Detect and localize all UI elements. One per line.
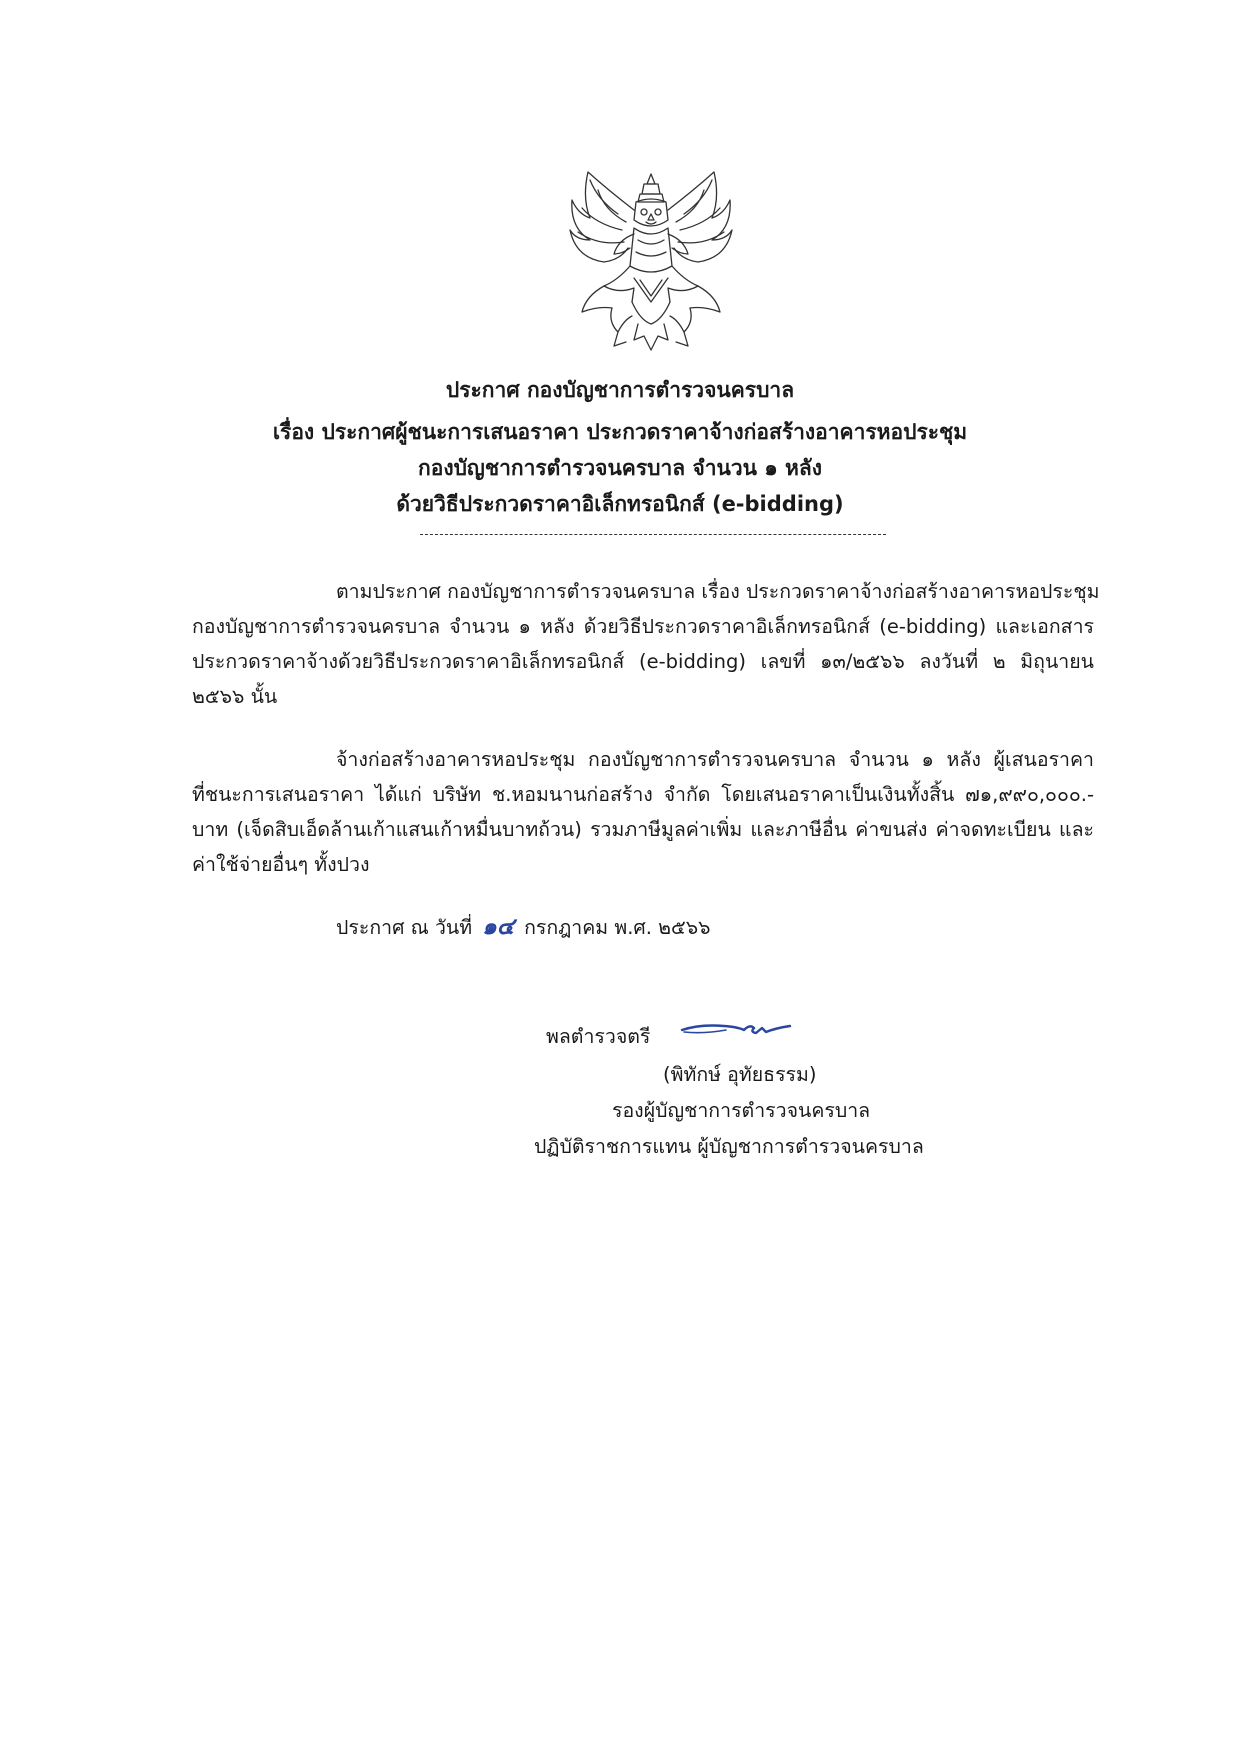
paragraph-1-line-4: ๒๕๖๖ นั้น [192,685,278,708]
body-paragraph-1 [192,574,1100,714]
signer-acting-position: ปฏิบัติราชการแทน ผู้บัญชาการตำรวจนครบาล [534,1135,924,1158]
subject-line-1: เรื่อง ประกาศผู้ชนะการเสนอราคา ประกวดราคาจ้างก่อสร้างอาคารหอประชุม [272,420,968,444]
paragraph-1-line-2: กองบัญชาการตำรวจนครบาล จำนวน ๑ หลัง ด้วยวิธีประกวดราคาอิเล็กทรอนิกส์ (e-bidding) และเอกสาร [192,615,1094,638]
signer-position: รองผู้บัญชาการตำรวจนครบาล [612,1099,871,1122]
paragraph-2-line-4: ค่าใช้จ่ายอื่นๆ ทั้งปวง [192,853,370,876]
signer-name: (พิทักษ์ อุทัยธรรม) [663,1063,817,1086]
announcement-date [336,912,711,943]
garuda-emblem-icon [568,170,734,356]
announcement-day: ๑๔ [482,914,515,940]
announcement-date-suffix: กรกฎาคม พ.ศ. ๒๕๖๖ [524,916,711,939]
paragraph-2-line-2: ที่ชนะการเสนอราคา ได้แก่ บริษัท ช.หอมนานก่อสร้าง จำกัด โดยเสนอราคาเป็นเงินทั้งสิ้น ๗๑,๙๙๐,๐๐๐.- [192,783,1094,806]
paragraph-1-line-1: ตามประกาศ กองบัญชาการตำรวจนครบาล เรื่อง ประกวดราคาจ้างก่อสร้างอาคารหอประชุม [336,580,1100,603]
paragraph-2-line-1: จ้างก่อสร้างอาคารหอประชุม กองบัญชาการตำรวจนครบาล จำนวน ๑ หลัง ผู้เสนอราคา [336,748,1094,771]
subject-line-2: กองบัญชาการตำรวจนครบาล จำนวน ๑ หลัง [418,456,822,480]
title-divider [420,534,886,535]
body-paragraph-2 [192,742,1094,882]
paragraph-2-line-3: บาท (เจ็ดสิบเอ็ดล้านเก้าแสนเก้าหมื่นบาทถ้วน) รวมภาษีมูลค่าเพิ่ม และภาษีอื่น ค่าขนส่ง ค่าจดทะเบียน และ [192,818,1094,841]
announcement-date-prefix: ประกาศ ณ วันที่ [336,916,473,939]
announcement-title: ประกาศ กองบัญชาการตำรวจนครบาล [445,378,795,402]
paragraph-1-line-3: ประกวดราคาจ้างด้วยวิธีประกวดราคาอิเล็กทรอนิกส์ (e-bidding) เลขที่ ๑๓/๒๕๖๖ ลงวันที่ ๒ มิถุนายน [192,650,1094,673]
handwritten-signature-icon [680,1016,792,1042]
subject-line-3: ด้วยวิธีประกวดราคาอิเล็กทรอนิกส์ (e-bidding) [396,492,844,516]
signer-rank: พลตำรวจตรี [546,1025,651,1048]
